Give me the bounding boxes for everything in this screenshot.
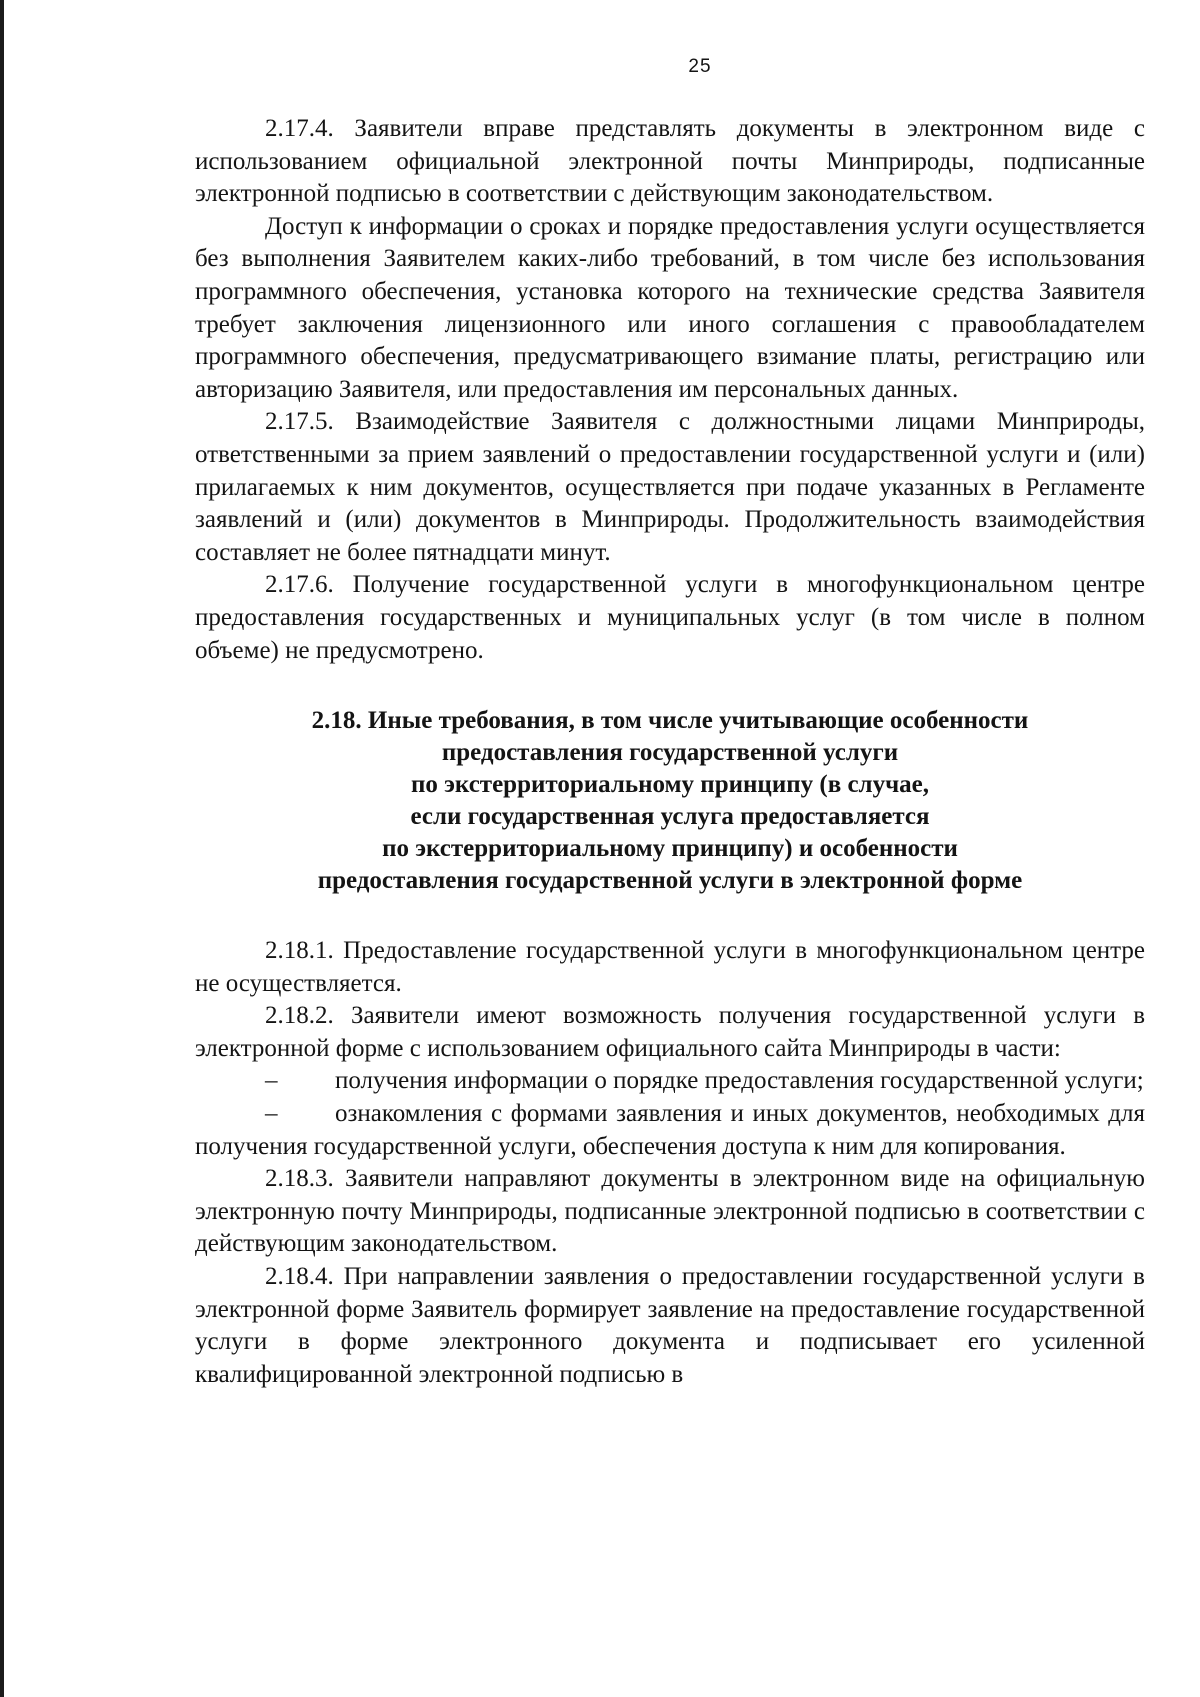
- paragraph-2-18-1: 2.18.1. Предоставление государственной услуги в многофункциональном центре не осуществляется.: [195, 937, 1145, 997]
- paragraph-access-info: Доступ к информации о сроках и порядке предоставления услуги осуществляется без выполнения Заявителем каких-либо требований, в том числе без использования программного обеспечения, установка которого на технические средства Заявителя требует заключения лицензионного или иного соглашения с правообладателем программного обеспечения, предусматривающего взимание платы, регистрацию или авторизацию Заявителя, или предоставления им персональных данных.: [195, 212, 1145, 403]
- paragraph-2-17-5: 2.17.5. Взаимодействие Заявителя с должностными лицами Минприроды, ответственными за прием заявлений о предоставлении государственной услуги и (или) прилагаемых к ним документов, осуществляется при подаче указанных в Регламенте заявлений и (или) документов в Минприроды. Продолжительность взаимодействия составляет не более пятнадцати минут.: [195, 408, 1145, 566]
- dash-marker: –: [265, 1100, 278, 1128]
- page-number: 25: [688, 56, 712, 77]
- dash-marker: –: [265, 1067, 278, 1095]
- list-item-text: получения информации о порядке предоставления государственной услуги;: [335, 1067, 1144, 1095]
- heading-line: предоставления государственной услуги: [441, 739, 899, 767]
- heading-line: по экстерриториальному принципу) и особенности: [382, 835, 958, 863]
- paragraph-2-17-4: 2.17.4. Заявители вправе представлять документы в электронном виде с использованием официальной электронной почты Минприроды, подписанные электронной подписью в соответствии с действующим законодательством.: [195, 115, 1145, 208]
- heading-line: предоставления государственной услуги в электронной форме: [317, 867, 1023, 895]
- heading-line: если государственная услуга предоставляется: [410, 803, 930, 831]
- paragraph-2-18-4: 2.18.4. При направлении заявления о предоставлении государственной услуги в электронной форме Заявитель формирует заявление на предоставление государственной услуги в форме электронного документа и подписывает его усиленной квалифицированной электронной подписью в: [195, 1263, 1145, 1388]
- paragraph-2-17-6: 2.17.6. Получение государственной услуги в многофункциональном центре предоставления государственных и муниципальных услуг (в том числе в полном объеме) не предусмотрено.: [195, 571, 1145, 664]
- scan-edge-border: [0, 0, 4, 1697]
- heading-line: по экстерриториальному принципу (в случае,: [410, 771, 930, 799]
- paragraph-2-18-3: 2.18.3. Заявители направляют документы в электронном виде на официальную электронную почту Минприроды, подписанные электронной подписью в соответствии с действующим законодательством.: [195, 1165, 1145, 1258]
- list-item: [195, 1065, 1145, 1098]
- page-content: [195, 113, 1145, 1391]
- section-heading-2-18: [195, 705, 1145, 897]
- list-item: [195, 1098, 1145, 1163]
- paragraph-2-18-2: 2.18.2. Заявители имеют возможность получения государственной услуги в электронной форме с использованием официального сайта Минприроды в части:: [195, 1002, 1145, 1062]
- heading-line: 2.18. Иные требования, в том числе учитывающие особенности: [311, 707, 1029, 735]
- list-item-text: ознакомления с формами заявления и иных документов, необходимых для получения государственной услуги, обеспечения доступа к ним для копирования.: [195, 1100, 1145, 1160]
